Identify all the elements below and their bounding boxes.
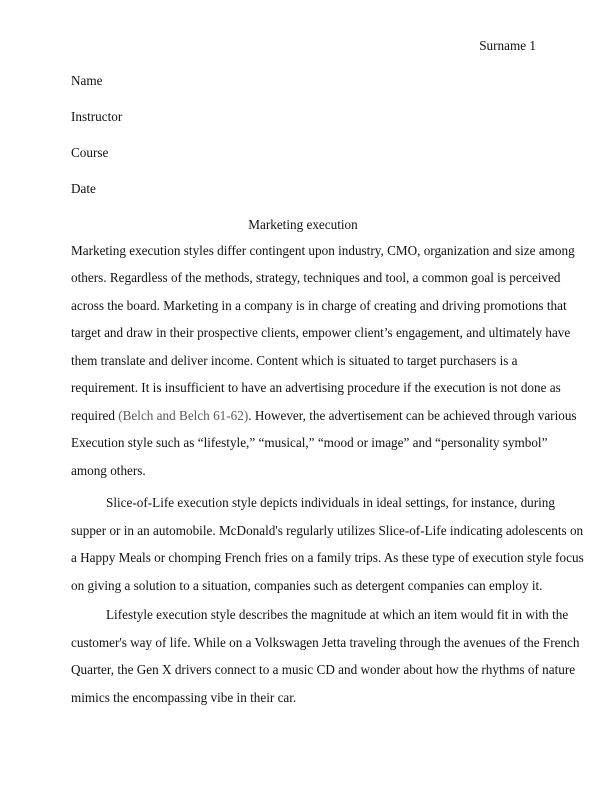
running-head: Surname 1 <box>479 38 536 53</box>
instructor-name: Instructor <box>71 109 123 124</box>
text-line: Marketing execution styles differ contingent upon industry, CMO, organization and size among <box>71 243 575 258</box>
student-name: Name <box>71 73 103 88</box>
citation: (Belch and Belch 61-62) <box>118 408 249 423</box>
text-segment: required <box>71 408 119 423</box>
text-line: Execution style such as “lifestyle,” “musical,” “mood or image” and “personality symbol” <box>71 435 548 450</box>
text-line: a Happy Meals or chomping French fries on a family trips. As these type of execution style focus <box>71 550 584 565</box>
text-line: mimics the encompassing vibe in their car. <box>71 690 297 705</box>
text-line: Slice-of-Life execution style depicts individuals in ideal settings, for instance, during <box>106 495 555 510</box>
text-line: across the board. Marketing in a company is in charge of creating and driving promotions that <box>71 298 567 313</box>
text-line <box>71 408 577 424</box>
text-line: Lifestyle execution style describes the magnitude at which an item would fit in with the <box>106 607 569 622</box>
text-line: target and draw in their prospective clients, empower client’s engagement, and ultimately have <box>71 325 571 340</box>
text-line: them translate and deliver income. Content which is situated to target purchasers is a <box>71 353 518 368</box>
text-line: customer's way of life. While on a Volkswagen Jetta traveling through the avenues of the French <box>71 635 580 650</box>
text-line: on giving a solution to a situation, companies such as detergent companies can employ it. <box>71 578 543 593</box>
date: Date <box>71 181 96 196</box>
essay-title: Marketing execution <box>248 217 358 232</box>
text-line: others. Regardless of the methods, strategy, techniques and tool, a common goal is perceived <box>71 270 561 285</box>
text-segment: . However, the advertisement can be achieved through various <box>248 408 577 423</box>
course-name: Course <box>71 145 109 160</box>
text-line: Quarter, the Gen X drivers connect to a music CD and wonder about how the rhythms of nature <box>71 662 576 677</box>
text-line: requirement. It is insufficient to have an advertising procedure if the execution is not done as <box>71 380 561 395</box>
text-line: among others. <box>71 463 146 478</box>
text-line: supper or in an automobile. McDonald's regularly utilizes Slice-of-Life indicating adolescents on <box>71 523 584 538</box>
